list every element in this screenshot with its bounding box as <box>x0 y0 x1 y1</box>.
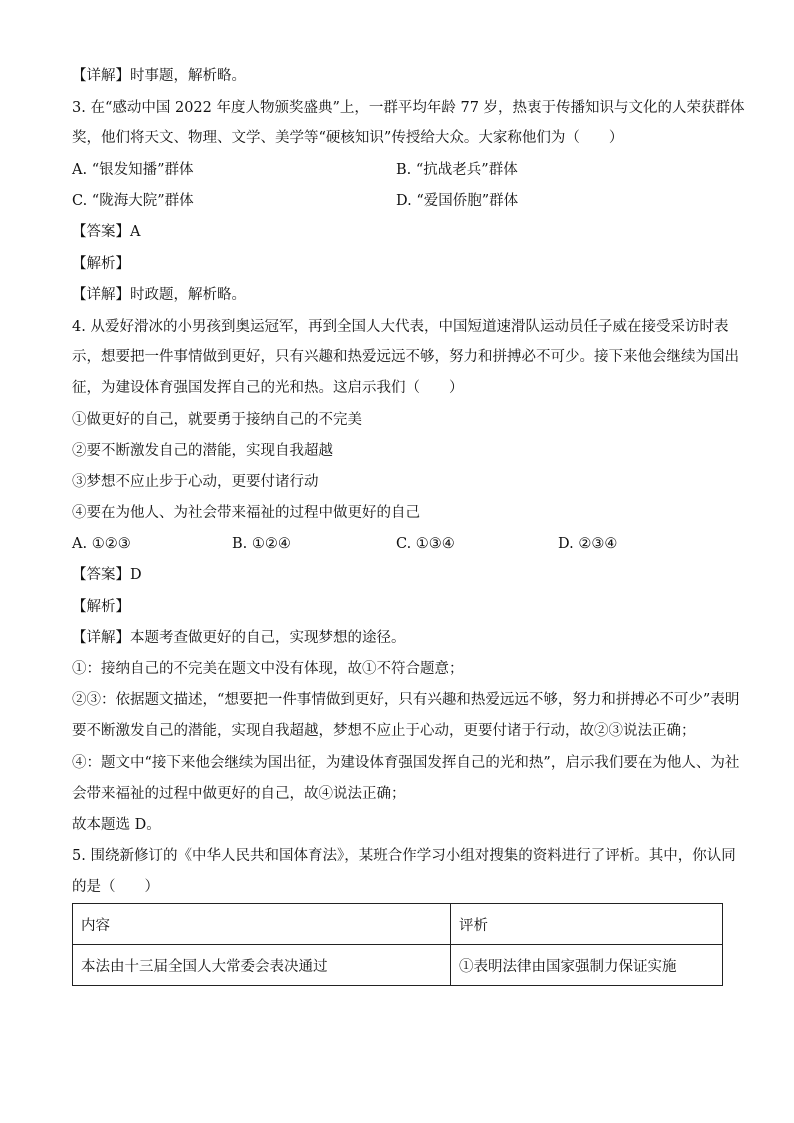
q4-explanation-2-line2: 要不断激发自己的潜能，实现自我超越，梦想不应止于心动，更要付诸于行动，故②③说法正确； <box>72 723 696 739</box>
q4-option-d: D. ②③④ <box>558 536 618 552</box>
q4-explanation-3-line1: ④：题文中“接下来他会继续为国出征，为建设体育强国发挥自己的光和热”，启示我们要在为他人、为社 <box>72 755 740 771</box>
q4-stem-line1: 4. 从爱好滑冰的小男孩到奥运冠军，再到全国人大代表，中国短道速滑队运动员任子威在接受采访时表 <box>72 319 729 335</box>
q5-stem-line1: 5. 围绕新修订的《中华人民共和国体育法》，某班合作学习小组对搜集的资料进行了评析。其中，你认同 <box>72 848 736 864</box>
q4-statement-1: ①做更好的自己，就要勇于接纳自己的不完美 <box>72 412 362 428</box>
table-cell-content: 本法由十三届全国人大常委会表决通过 <box>73 945 451 986</box>
q4-conclusion: 故本题选 D。 <box>72 817 161 833</box>
q4-statement-3: ③梦想不应止步于心动，更要付诸行动 <box>72 474 319 490</box>
q3-stem-line1: 3. 在“感动中国 2022 年度人物颁奖盛典”上，一群平均年龄 77 岁，热衷于传播知识与文化的人荣获群体 <box>72 100 745 116</box>
q3-answer: 【答案】A <box>72 224 141 240</box>
q2-detail: 【详解】时事题，解析略。 <box>72 68 246 84</box>
table-cell-analysis: ①表明法律由国家强制力保证实施 <box>451 945 723 986</box>
table-header-content: 内容 <box>73 904 451 945</box>
q3-option-a: A. “银发知播”群体 <box>72 162 194 178</box>
q4-statement-4: ④要在为他人、为社会带来福祉的过程中做更好的自己 <box>72 505 420 521</box>
table-row <box>73 945 723 986</box>
q4-stem-line2: 示，想要把一件事情做到更好，只有兴趣和热爱远远不够，努力和拼搏必不可少。接下来他会继续为国出 <box>72 349 739 365</box>
q5-stem-line2: 的是（ ） <box>72 879 159 895</box>
q4-stem-line3: 征，为建设体育强国发挥自己的光和热。这启示我们（ ） <box>72 380 464 396</box>
q3-option-d: D. “爱国侨胞”群体 <box>396 193 519 209</box>
q3-analysis-label: 【解析】 <box>72 256 130 272</box>
q4-explanation-2-line1: ②③：依据题文描述，“想要把一件事情做到更好，只有兴趣和热爱远远不够，努力和拼搏必不可少”表明 <box>72 692 740 708</box>
table-header-row <box>73 904 723 945</box>
q4-option-b: B. ①②④ <box>232 536 291 552</box>
table-header-analysis: 评析 <box>451 904 723 945</box>
q3-stem-line2: 奖，他们将天文、物理、文学、美学等“硬核知识”传授给大众。大家称他们为（ ） <box>72 130 624 146</box>
q3-option-c: C. “陇海大院”群体 <box>72 193 194 209</box>
q4-statement-2: ②要不断激发自己的潜能，实现自我超越 <box>72 443 333 459</box>
q4-option-a: A. ①②③ <box>72 536 131 552</box>
q3-option-b: B. “抗战老兵”群体 <box>396 162 518 178</box>
q4-detail: 【详解】本题考查做更好的自己，实现梦想的途径。 <box>72 630 406 646</box>
q4-answer: 【答案】D <box>72 567 142 583</box>
q4-explanation-3-line2: 会带来福祉的过程中做更好的自己，故④说法正确； <box>72 786 406 802</box>
q4-analysis-label: 【解析】 <box>72 599 130 615</box>
q4-explanation-1: ①：接纳自己的不完美在题文中没有体现，故①不符合题意； <box>72 661 464 677</box>
q5-material-table <box>72 903 723 986</box>
q3-detail: 【详解】时政题，解析略。 <box>72 287 246 303</box>
q4-option-c: C. ①③④ <box>396 536 455 552</box>
